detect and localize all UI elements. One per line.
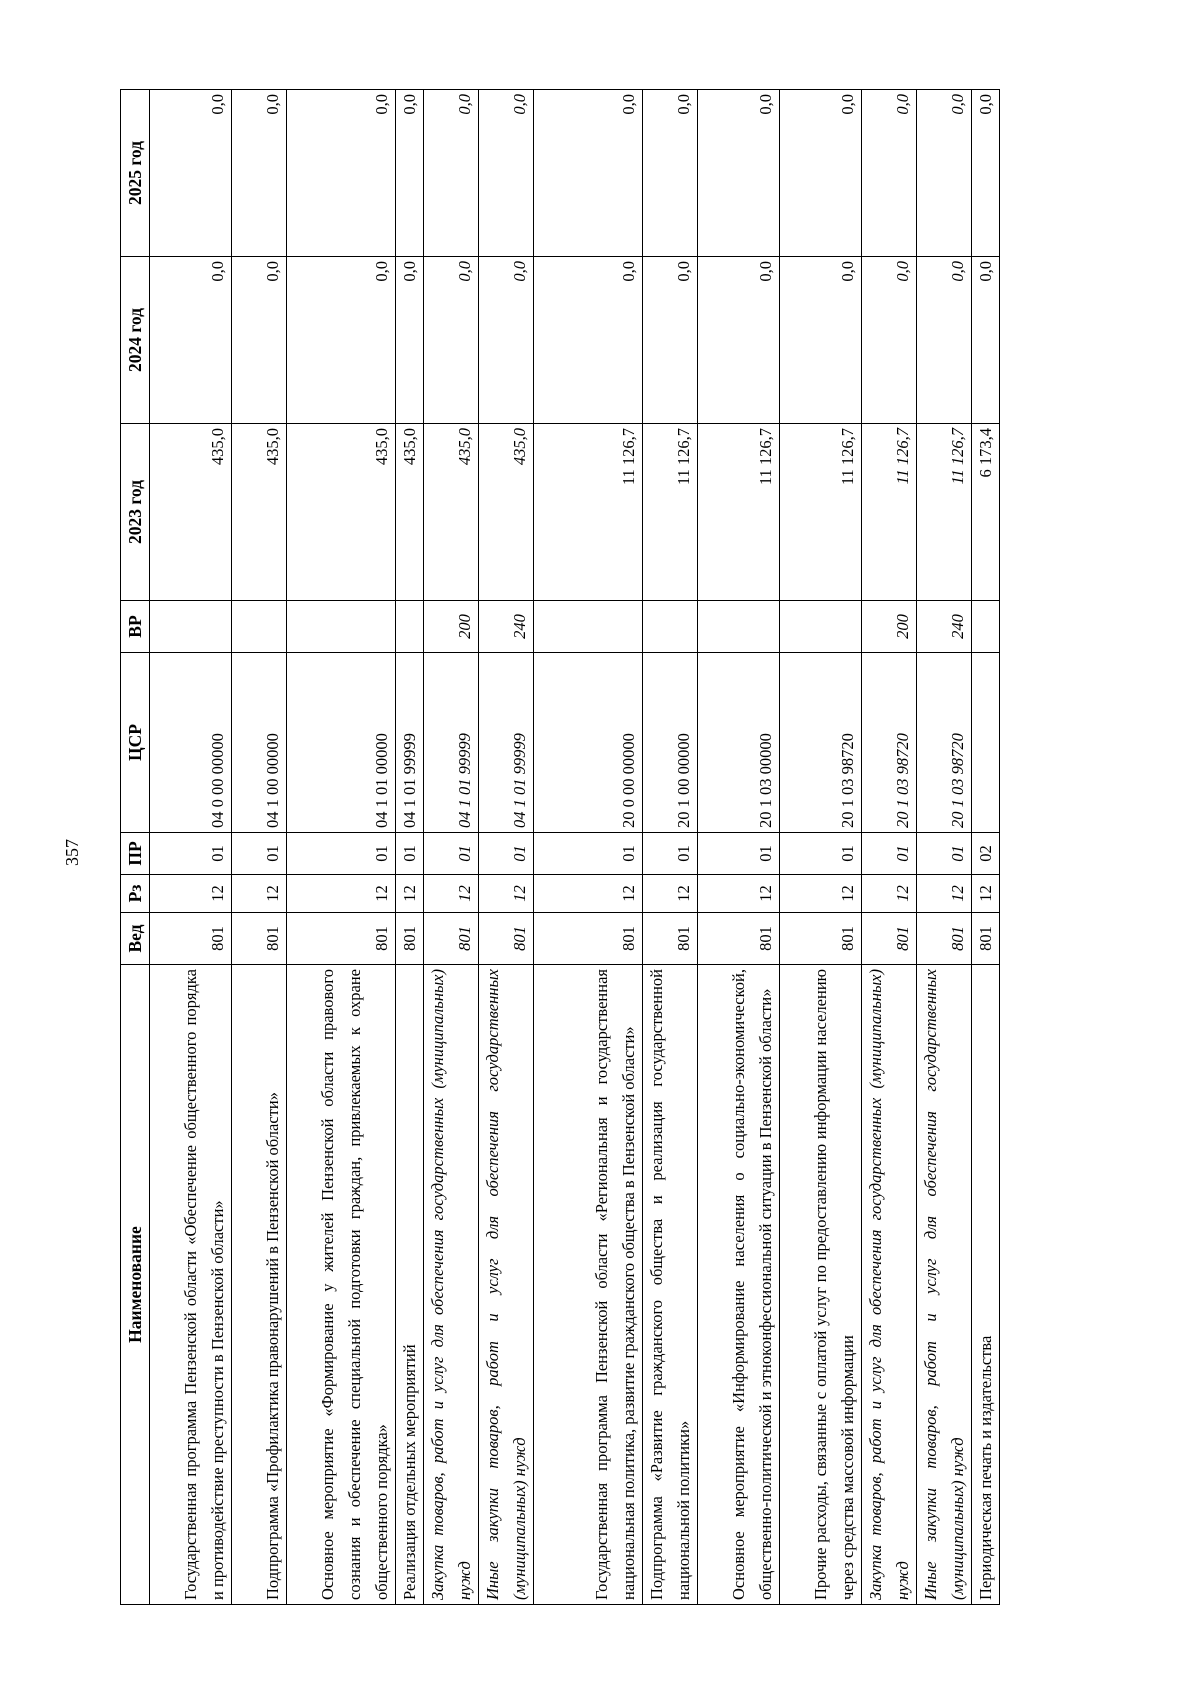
row-vr-cell (287, 601, 396, 653)
table-row (862, 90, 917, 1605)
row-vr-cell (396, 601, 424, 653)
column-header: Вед (121, 913, 150, 965)
row-rz-cell: 12 (150, 875, 232, 913)
column-header: 2023 год (121, 424, 150, 601)
row-pr-cell: 01 (424, 833, 479, 875)
row-2023-cell: 11 126,7 (534, 424, 643, 601)
row-2023-cell: 11 126,7 (698, 424, 780, 601)
row-ved-cell: 801 (972, 913, 1000, 965)
row-csr-cell: 20 0 00 00000 (534, 653, 643, 833)
row-2024-cell: 0,0 (698, 257, 780, 424)
row-csr-cell: 04 1 01 99999 (479, 653, 534, 833)
row-pr-cell: 01 (643, 833, 698, 875)
row-vr-cell (150, 601, 232, 653)
row-name-cell: Закупка товаров, работ и услуг для обеспечения государственных (муниципальных) нужд (424, 965, 479, 1605)
row-pr-cell: 01 (232, 833, 287, 875)
table-row (287, 90, 396, 1605)
row-2024-cell: 0,0 (287, 257, 396, 424)
table-row (698, 90, 780, 1605)
row-vr-cell (972, 601, 1000, 653)
row-pr-cell: 01 (917, 833, 972, 875)
row-ved-cell: 801 (643, 913, 698, 965)
row-vr-cell: 240 (479, 601, 534, 653)
row-2025-cell: 0,0 (232, 90, 287, 257)
row-rz-cell: 12 (287, 875, 396, 913)
row-ved-cell: 801 (396, 913, 424, 965)
table-body (150, 90, 1000, 1605)
row-rz-cell: 12 (232, 875, 287, 913)
row-rz-cell: 12 (534, 875, 643, 913)
column-header: ЦСР (121, 653, 150, 833)
row-csr-cell: 20 1 03 98720 (917, 653, 972, 833)
row-2023-cell: 435,0 (479, 424, 534, 601)
row-vr-cell (698, 601, 780, 653)
row-pr-cell: 01 (862, 833, 917, 875)
row-2024-cell: 0,0 (643, 257, 698, 424)
row-2025-cell: 0,0 (150, 90, 232, 257)
row-name-cell: Основное мероприятие «Формирование у жителей Пензенской области правового сознания и обеспечение специальной подготовки граждан, привлекаемых к охране общественного порядка» (287, 965, 396, 1605)
table-row (479, 90, 534, 1605)
row-2025-cell: 0,0 (396, 90, 424, 257)
column-header: Рз (121, 875, 150, 913)
row-ved-cell: 801 (287, 913, 396, 965)
row-ved-cell: 801 (917, 913, 972, 965)
row-2024-cell: 0,0 (534, 257, 643, 424)
row-pr-cell: 01 (479, 833, 534, 875)
row-2023-cell: 435,0 (396, 424, 424, 601)
row-2023-cell: 435,0 (150, 424, 232, 601)
row-ved-cell: 801 (424, 913, 479, 965)
row-csr-cell: 04 1 01 99999 (396, 653, 424, 833)
row-name-cell: Иные закупки товаров, работ и услуг для обеспечения государственных (муниципальных) нужд (479, 965, 534, 1605)
row-2024-cell: 0,0 (780, 257, 862, 424)
column-header: ПР (121, 833, 150, 875)
row-vr-cell (232, 601, 287, 653)
row-2025-cell: 0,0 (424, 90, 479, 257)
row-ved-cell: 801 (780, 913, 862, 965)
row-ved-cell: 801 (534, 913, 643, 965)
row-csr-cell: 20 1 03 98720 (780, 653, 862, 833)
row-csr-cell: 04 1 01 00000 (287, 653, 396, 833)
row-rz-cell: 12 (698, 875, 780, 913)
row-vr-cell (643, 601, 698, 653)
row-vr-cell (780, 601, 862, 653)
row-2025-cell: 0,0 (287, 90, 396, 257)
row-pr-cell: 01 (698, 833, 780, 875)
table-row (396, 90, 424, 1605)
row-name-cell: Периодическая печать и издательства (972, 965, 1000, 1605)
row-ved-cell: 801 (479, 913, 534, 965)
row-rz-cell: 12 (917, 875, 972, 913)
row-2025-cell: 0,0 (862, 90, 917, 257)
row-2025-cell: 0,0 (780, 90, 862, 257)
row-csr-cell: 04 1 01 99999 (424, 653, 479, 833)
row-2023-cell: 435,0 (232, 424, 287, 601)
row-ved-cell: 801 (232, 913, 287, 965)
row-rz-cell: 12 (479, 875, 534, 913)
row-rz-cell: 12 (643, 875, 698, 913)
row-ved-cell: 801 (698, 913, 780, 965)
row-2024-cell: 0,0 (917, 257, 972, 424)
row-2024-cell: 0,0 (972, 257, 1000, 424)
row-csr-cell: 04 0 00 00000 (150, 653, 232, 833)
row-2023-cell: 435,0 (287, 424, 396, 601)
row-2025-cell: 0,0 (534, 90, 643, 257)
page-number: 357 (62, 839, 82, 866)
budget-table-sheet (120, 90, 997, 1605)
column-header: Наименование (121, 965, 150, 1605)
row-name-cell: Иные закупки товаров, работ и услуг для обеспечения государственных (муниципальных) нужд (917, 965, 972, 1605)
row-vr-cell: 200 (424, 601, 479, 653)
row-vr-cell: 240 (917, 601, 972, 653)
row-rz-cell: 12 (396, 875, 424, 913)
row-name-cell: Реализация отдельных мероприятий (396, 965, 424, 1605)
row-2023-cell: 6 173,4 (972, 424, 1000, 601)
row-ved-cell: 801 (862, 913, 917, 965)
row-2025-cell: 0,0 (698, 90, 780, 257)
row-2024-cell: 0,0 (424, 257, 479, 424)
row-pr-cell: 01 (150, 833, 232, 875)
row-2024-cell: 0,0 (150, 257, 232, 424)
row-name-cell: Прочие расходы, связанные с оплатой услуг по предоставлению информации населению через средства массовой информации (780, 965, 862, 1605)
row-name-cell: Основное мероприятие «Информирование населения о социально-экономической, общественно-политической и этноконфессиональной ситуации в Пензенской области» (698, 965, 780, 1605)
column-header: ВР (121, 601, 150, 653)
row-2025-cell: 0,0 (479, 90, 534, 257)
row-2024-cell: 0,0 (862, 257, 917, 424)
table-row (780, 90, 862, 1605)
row-vr-cell (534, 601, 643, 653)
row-2025-cell: 0,0 (917, 90, 972, 257)
table-row (972, 90, 1000, 1605)
row-rz-cell: 12 (972, 875, 1000, 913)
budget-table (120, 89, 1000, 1605)
row-csr-cell: 04 1 00 00000 (232, 653, 287, 833)
row-rz-cell: 12 (862, 875, 917, 913)
row-2024-cell: 0,0 (232, 257, 287, 424)
row-pr-cell: 01 (534, 833, 643, 875)
column-header: 2025 год (121, 90, 150, 257)
row-rz-cell: 12 (424, 875, 479, 913)
table-row (150, 90, 232, 1605)
row-name-cell: Государственная программа Пензенской области «Региональная и государственная национальная политика, развитие гражданского общества в Пензенской области» (534, 965, 643, 1605)
row-pr-cell: 01 (287, 833, 396, 875)
row-name-cell: Подпрограмма «Развитие гражданского общества и реализация государственной национальной политики» (643, 965, 698, 1605)
row-csr-cell: 20 1 00 00000 (643, 653, 698, 833)
row-2023-cell: 435,0 (424, 424, 479, 601)
row-2025-cell: 0,0 (972, 90, 1000, 257)
row-name-cell: Подпрограмма «Профилактика правонарушений в Пензенской области» (232, 965, 287, 1605)
column-header: 2024 год (121, 257, 150, 424)
row-vr-cell: 200 (862, 601, 917, 653)
row-2024-cell: 0,0 (479, 257, 534, 424)
row-ved-cell: 801 (150, 913, 232, 965)
row-csr-cell: 20 1 03 00000 (698, 653, 780, 833)
table-row (424, 90, 479, 1605)
table-row (643, 90, 698, 1605)
row-pr-cell: 02 (972, 833, 1000, 875)
row-2023-cell: 11 126,7 (862, 424, 917, 601)
row-2023-cell: 11 126,7 (917, 424, 972, 601)
row-pr-cell: 01 (396, 833, 424, 875)
row-name-cell: Закупка товаров, работ и услуг для обеспечения государственных (муниципальных) нужд (862, 965, 917, 1605)
table-row (917, 90, 972, 1605)
row-csr-cell (972, 653, 1000, 833)
table-header-row (121, 90, 150, 1605)
row-2023-cell: 11 126,7 (643, 424, 698, 601)
row-2024-cell: 0,0 (396, 257, 424, 424)
row-name-cell: Государственная программа Пензенской области «Обеспечение общественного порядка и противодействие преступности в Пензенской области» (150, 965, 232, 1605)
row-rz-cell: 12 (780, 875, 862, 913)
table-row (534, 90, 643, 1605)
row-csr-cell: 20 1 03 98720 (862, 653, 917, 833)
row-pr-cell: 01 (780, 833, 862, 875)
row-2025-cell: 0,0 (643, 90, 698, 257)
table-row (232, 90, 287, 1605)
row-2023-cell: 11 126,7 (780, 424, 862, 601)
